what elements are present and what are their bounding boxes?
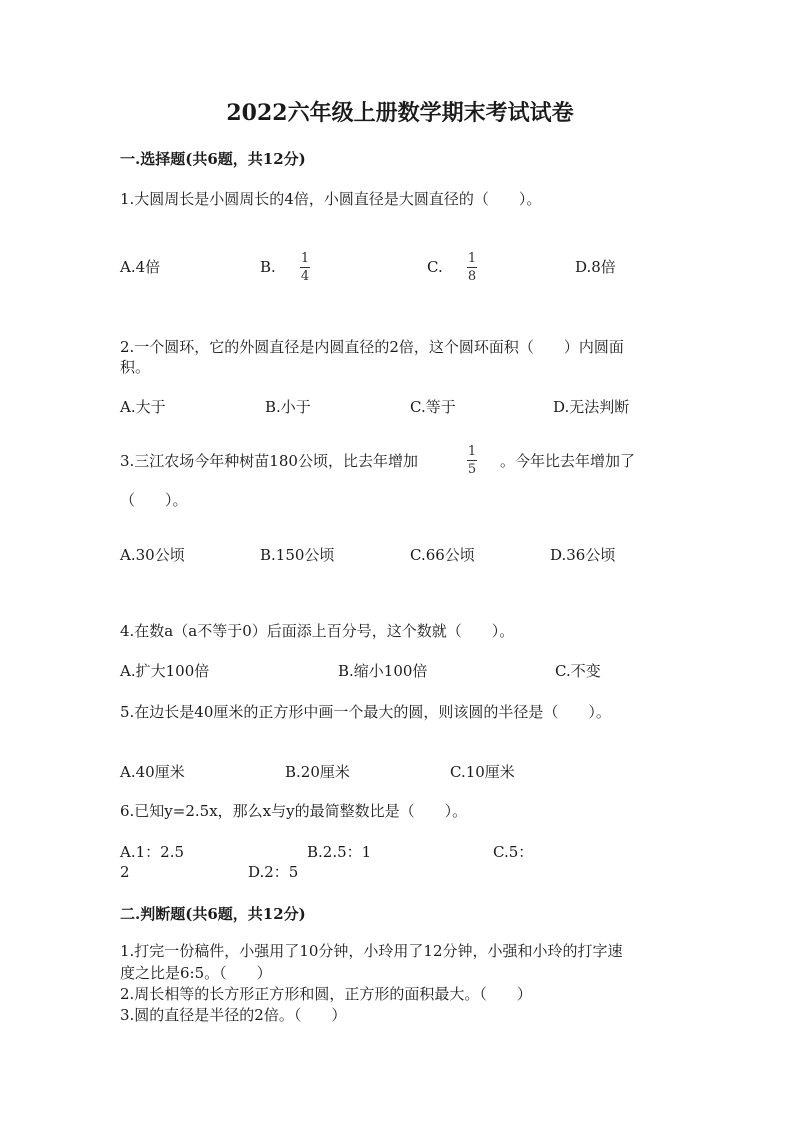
fraction-numerator: 1	[300, 251, 310, 266]
question-3-text-line2: （ ）。	[120, 491, 188, 509]
fraction-bar	[467, 460, 477, 461]
q6-option-d: D.2：5	[248, 863, 299, 881]
q1-option-c-fraction	[467, 252, 477, 284]
q1-option-b: B.	[260, 258, 276, 276]
q6-option-a: A.1：2.5	[120, 843, 184, 861]
fraction-numerator: 1	[467, 251, 477, 266]
question-3-text-part1: 3.三江农场今年种树苗180公顷，比去年增加	[120, 452, 418, 470]
fraction-denominator: 4	[300, 269, 310, 284]
q1-option-d: D.8倍	[575, 258, 616, 276]
question-5-text: 5.在边长是40厘米的正方形中画一个最大的圆，则该圆的半径是（ ）。	[120, 703, 611, 721]
q4-option-c: C.不变	[555, 662, 601, 680]
section-heading-judgment: 二.判断题(共6题，共12分)	[120, 905, 306, 923]
q6-option-c-continued: 2	[120, 863, 130, 881]
q5-option-b: B.20厘米	[285, 763, 350, 781]
q2-option-c: C.等于	[410, 398, 456, 416]
question-6-text: 6.已知y=2.5x，那么x与y的最简整数比是（ ）。	[120, 802, 468, 820]
question-4-text: 4.在数a（a不等于0）后面添上百分号，这个数就（ ）。	[120, 622, 515, 640]
q2-option-a: A.大于	[120, 398, 166, 416]
q1-option-c: C.	[427, 258, 443, 276]
q3-option-a: A.30公顷	[120, 546, 185, 564]
question-2-text-line1: 2.一个圆环，它的外圆直径是内圆直径的2倍，这个圆环面积（ ）内圆面	[120, 338, 624, 356]
page-title: 2022六年级上册数学期末考试试卷	[226, 100, 574, 126]
fraction-bar	[467, 267, 477, 268]
q4-option-a: A.扩大100倍	[120, 662, 210, 680]
q2-option-d: D.无法判断	[553, 398, 630, 416]
question-3-text-part2: 。今年比去年增加了	[500, 452, 636, 470]
judgment-2-text: 2.周长相等的长方形正方形和圆，正方形的面积最大。（ ）	[120, 985, 532, 1003]
fraction-bar	[300, 267, 310, 268]
q5-option-a: A.40厘米	[120, 763, 185, 781]
section-heading-choice: 一.选择题(共6题，共12分)	[120, 150, 306, 168]
fraction-denominator: 5	[467, 462, 477, 477]
q2-option-b: B.小于	[265, 398, 311, 416]
q3-option-b: B.150公顷	[260, 546, 335, 564]
judgment-1-text-line1: 1.打完一份稿件，小强用了10分钟，小玲用了12分钟，小强和小玲的打字速	[120, 942, 623, 960]
q4-option-b: B.缩小100倍	[338, 662, 428, 680]
q3-option-c: C.66公顷	[410, 546, 475, 564]
q6-option-b: B.2.5：1	[307, 843, 372, 861]
fraction-numerator: 1	[467, 444, 477, 459]
q6-option-c: C.5：	[493, 843, 534, 861]
q1-option-b-fraction	[300, 252, 310, 284]
judgment-1-text-line2: 度之比是6:5。（ ）	[120, 964, 272, 982]
q3-fraction	[467, 445, 477, 477]
question-2-text-line2: 积。	[120, 358, 151, 376]
judgment-3-text: 3.圆的直径是半径的2倍。（ ）	[120, 1006, 347, 1024]
question-1-text: 1.大圆周长是小圆周长的4倍，小圆直径是大圆直径的（ ）。	[120, 190, 542, 208]
q1-option-a: A.4倍	[120, 258, 161, 276]
q3-option-d: D.36公顷	[550, 546, 616, 564]
q5-option-c: C.10厘米	[450, 763, 515, 781]
fraction-denominator: 8	[467, 269, 477, 284]
